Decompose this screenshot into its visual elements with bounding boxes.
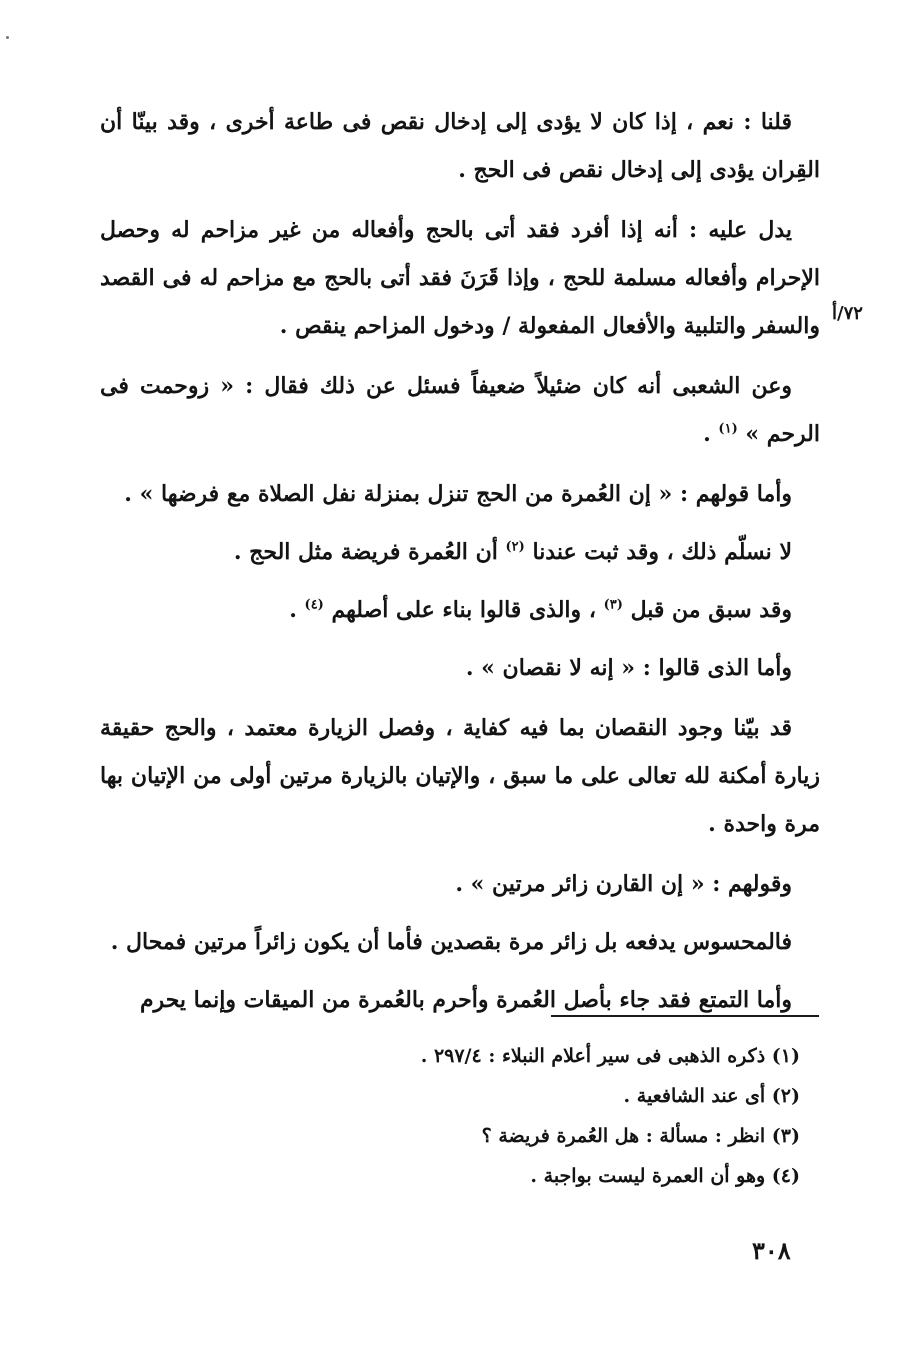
paragraph-10: فالمحسوس يدفعه بل زائر مرة بقصدين فأما أن يكون زائراً مرتين فمحال . [110, 929, 792, 955]
scan-dot [6, 36, 9, 39]
paragraph-3 [100, 362, 820, 458]
main-text [100, 98, 820, 1036]
paragraph-4: وأما قولهم : « إن العُمرة من الحج تنزل بمنزلة نفل الصلاة مع فرضها » . [124, 481, 792, 507]
paragraph-3-end: . [703, 421, 711, 447]
paragraph-8: قد بيّنا وجود النقصان بما فيه كفاية ، وفصل الزيارة معتمد ، والحج حقيقة زيارة أمكنة لله تعالى على ما سبق ، والإتيان بالزيارة مرتين أولى من الإتيان بها مرة واحدة . [100, 715, 820, 837]
footnote-ref-1: (١) [718, 421, 738, 437]
footnote-ref-4: (٤) [304, 597, 324, 613]
paragraph-6-text-c: . [289, 597, 297, 623]
paragraph-5 [100, 528, 820, 576]
paragraph-7: وأما الذى قالوا : « إنه لا نقصان » . [465, 655, 792, 681]
paragraph-9: وقولهم : « إن القارن زائر مرتين » . [455, 871, 792, 897]
page-number: ٣٠٨ [752, 1236, 791, 1265]
paragraph-5-text-b: أن العُمرة فريضة مثل الحج . [233, 539, 498, 565]
footnote-4: (٤) وهو أن العمرة ليست بواجبة . [530, 1165, 800, 1187]
paragraph-11: وأما التمتع فقد جاء بأصل العُمرة وأحرم بالعُمرة من الميقات وإنما يحرم [139, 987, 792, 1013]
footnote-2: (٢) أى عند الشافعية . [623, 1085, 800, 1107]
paragraph-2: يدل عليه : أنه إذا أفرد فقد أتى بالحج وأفعاله من غير مزاحم له وحصل الإحرام وأفعاله مسلمة للحج ، وإذا قَرَنَ فقد أتى بالحج مع مزاحم له فى القصد والسفر والتلبية والأفعال المفعولة / ودخول المزاحم ينقص . [100, 217, 820, 339]
footnote-separator [551, 1015, 819, 1017]
paragraph-1: قلنا : نعم ، إذا كان لا يؤدى إلى إدخال نقص فى طاعة أخرى ، وقد بينّا أن القِران يؤدى إلى إدخال نقص فى الحج . [100, 109, 820, 183]
footnote-1: (١) ذكره الذهبى فى سير أعلام النبلاء : ٢٩٧/٤ . [420, 1045, 800, 1067]
manuscript-folio-note: ٧٢/أ [832, 303, 863, 324]
footnote-ref-3: (٣) [603, 597, 623, 613]
paragraph-6-text-b: ، والذى قالوا بناء على أصلهم [331, 597, 596, 623]
footnotes [300, 1036, 800, 1196]
paragraph-6 [100, 586, 820, 634]
paragraph-3-text: وعن الشعبى أنه كان ضئيلاً ضعيفاً فسئل عن ذلك فقال : « زوحمت فى الرحم » [100, 373, 820, 447]
paragraph-5-text-a: لا نسلّم ذلك ، وقد ثبت عندنا [532, 539, 792, 565]
paragraph-6-text-a: وقد سبق من قبل [630, 597, 792, 623]
footnote-ref-2: (٢) [505, 539, 525, 555]
footnote-3: (٣) انظر : مسألة : هل العُمرة فريضة ؟ [481, 1125, 800, 1147]
